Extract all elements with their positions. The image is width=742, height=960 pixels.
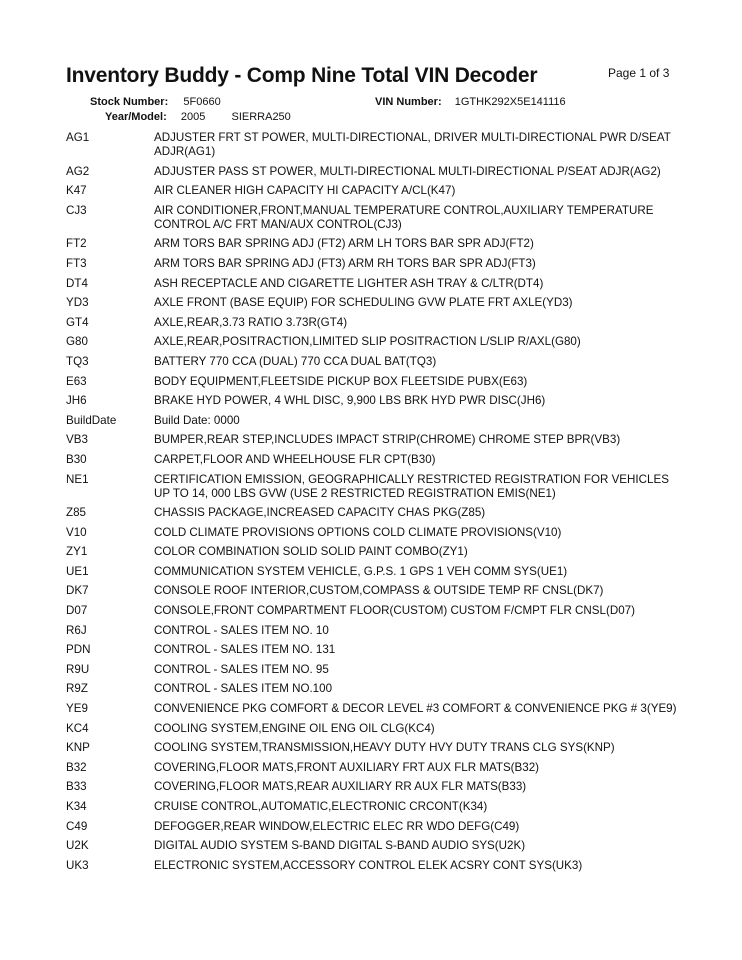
option-code: FT3	[66, 256, 87, 270]
option-code: D07	[66, 604, 88, 618]
option-row	[66, 204, 686, 232]
stock-number-value: 5F0660	[183, 96, 221, 108]
option-description: AIR CONDITIONER,FRONT,MANUAL TEMPERATURE CONTROL,AUXILIARY TEMPERATURE CONTROL A/C FRT MAN/AUX CONTROL(CJ3)	[154, 203, 654, 231]
option-description: COLD CLIMATE PROVISIONS OPTIONS COLD CLIMATE PROVISIONS(V10)	[154, 525, 562, 539]
option-description: AXLE,REAR,POSITRACTION,LIMITED SLIP POSITRACTION L/SLIP R/AXL(G80)	[154, 335, 581, 349]
option-code: YE9	[66, 702, 88, 716]
option-row	[66, 780, 686, 794]
option-row	[66, 394, 686, 408]
option-code: B30	[66, 452, 87, 466]
option-description: CERTIFICATION EMISSION, GEOGRAPHICALLY RESTRICTED REGISTRATION FOR VEHICLES UP TO 14, 000 LBS GVW (USE 2 RESTRICTED REGISTRATION EMIS(NE1)	[154, 472, 669, 500]
option-description: COVERING,FLOOR MATS,FRONT AUXILIARY FRT AUX FLR MATS(B32)	[154, 760, 540, 774]
option-description: COOLING SYSTEM,ENGINE OIL ENG OIL CLG(KC4)	[154, 721, 435, 735]
option-code: TQ3	[66, 354, 89, 368]
option-code: G80	[66, 335, 88, 349]
option-description: COVERING,FLOOR MATS,REAR AUXILIARY RR AUX FLR MATS(B33)	[154, 780, 527, 794]
option-description: CRUISE CONTROL,AUTOMATIC,ELECTRONIC CRCONT(K34)	[154, 800, 488, 813]
option-code: UK3	[66, 858, 89, 872]
year-model-label: Year/Model:	[105, 111, 167, 123]
option-description: CONVENIENCE PKG COMFORT & DECOR LEVEL #3 COMFORT & CONVENIENCE PKG # 3(YE9)	[154, 702, 677, 716]
option-code: V10	[66, 525, 87, 539]
option-row	[66, 335, 686, 349]
option-description: CARPET,FLOOR AND WHEELHOUSE FLR CPT(B30)	[154, 452, 436, 466]
option-description: DEFOGGER,REAR WINDOW,ELECTRIC ELEC RR WDO DEFG(C49)	[154, 819, 520, 833]
option-code: VB3	[66, 433, 88, 447]
stock-number	[90, 96, 221, 108]
option-code: KNP	[66, 741, 90, 755]
option-row	[66, 859, 686, 873]
option-row	[66, 839, 686, 853]
option-code: FT2	[66, 237, 87, 251]
option-code: B32	[66, 760, 87, 774]
option-row	[66, 433, 686, 447]
option-description: ASH RECEPTACLE AND CIGARETTE LIGHTER ASH TRAY & C/LTR(DT4)	[154, 276, 544, 290]
option-row	[66, 296, 686, 310]
option-description: ADJUSTER PASS ST POWER, MULTI-DIRECTIONAL MULTI-DIRECTIONAL P/SEAT ADJR(AG2)	[154, 164, 661, 178]
year-value: 2005	[180, 111, 206, 123]
option-row	[66, 375, 686, 389]
option-row	[66, 722, 686, 736]
option-row	[66, 545, 686, 559]
option-row	[66, 624, 686, 638]
option-row	[66, 355, 686, 369]
option-row	[66, 702, 686, 716]
option-row	[66, 741, 686, 755]
option-row	[66, 131, 686, 159]
vin-number-value: 1GTHK292X5E141116	[454, 96, 566, 108]
option-code: NE1	[66, 472, 89, 486]
option-code: R6J	[66, 623, 87, 637]
option-description: COMMUNICATION SYSTEM VEHICLE, G.P.S. 1 GPS 1 VEH COMM SYS(UE1)	[154, 564, 568, 578]
option-code: YD3	[66, 296, 89, 310]
option-row	[66, 277, 686, 291]
option-row	[66, 682, 686, 696]
option-description: AXLE,REAR,3.73 RATIO 3.73R(GT4)	[154, 315, 348, 329]
option-code: ZY1	[66, 545, 88, 559]
option-row	[66, 237, 686, 251]
option-description: CHASSIS PACKAGE,INCREASED CAPACITY CHAS PKG(Z85)	[154, 506, 486, 520]
option-description: CONSOLE ROOF INTERIOR,CUSTOM,COMPASS & OUTSIDE TEMP RF CNSL(DK7)	[154, 584, 604, 598]
option-row	[66, 473, 686, 501]
model-value: SIERRA250	[231, 111, 291, 123]
option-row	[66, 453, 686, 467]
option-code: Z85	[66, 506, 86, 520]
option-row	[66, 506, 686, 520]
option-code: K34	[66, 800, 87, 813]
option-row	[66, 800, 686, 814]
option-code: AG1	[66, 131, 90, 144]
option-description: ARM TORS BAR SPRING ADJ (FT3) ARM RH TORS BAR SPR ADJ(FT3)	[154, 256, 536, 270]
option-code: BuildDate	[66, 413, 117, 427]
option-code: E63	[66, 374, 87, 388]
option-code: U2K	[66, 839, 89, 853]
option-description: DIGITAL AUDIO SYSTEM S-BAND DIGITAL S-BAND AUDIO SYS(U2K)	[154, 839, 526, 853]
vin-number	[375, 96, 566, 108]
option-description: AXLE FRONT (BASE EQUIP) FOR SCHEDULING GVW PLATE FRT AXLE(YD3)	[154, 296, 573, 310]
option-description: ELECTRONIC SYSTEM,ACCESSORY CONTROL ELEK ACSRY CONT SYS(UK3)	[154, 858, 583, 872]
option-row	[66, 604, 686, 618]
option-code: KC4	[66, 721, 89, 735]
page-number: Page 1 of 3	[608, 66, 670, 80]
option-code: JH6	[66, 394, 87, 408]
option-row	[66, 257, 686, 271]
option-description: COLOR COMBINATION SOLID SOLID PAINT COMBO(ZY1)	[154, 545, 468, 559]
option-row	[66, 565, 686, 579]
option-row	[66, 165, 686, 179]
option-row	[66, 316, 686, 330]
option-description: CONSOLE,FRONT COMPARTMENT FLOOR(CUSTOM) CUSTOM F/CMPT FLR CNSL(D07)	[154, 604, 635, 618]
vin-number-label: VIN Number:	[375, 96, 442, 108]
option-code: B33	[66, 780, 87, 794]
option-description: CONTROL - SALES ITEM NO.100	[154, 682, 333, 696]
option-row	[66, 663, 686, 677]
option-description: COOLING SYSTEM,TRANSMISSION,HEAVY DUTY HVY DUTY TRANS CLG SYS(KNP)	[154, 741, 615, 755]
option-row	[66, 184, 686, 198]
option-code-list	[66, 131, 686, 878]
option-description: BUMPER,REAR STEP,INCLUDES IMPACT STRIP(CHROME) CHROME STEP BPR(VB3)	[154, 433, 621, 447]
option-row	[66, 643, 686, 657]
option-description: BRAKE HYD POWER, 4 WHL DISC, 9,900 LBS BRK HYD PWR DISC(JH6)	[154, 394, 546, 408]
option-row	[66, 584, 686, 598]
option-description: ADJUSTER FRT ST POWER, MULTI-DIRECTIONAL, DRIVER MULTI-DIRECTIONAL PWR D/SEAT ADJR(AG1)	[154, 131, 671, 158]
option-row	[66, 820, 686, 834]
option-code: DT4	[66, 276, 88, 290]
option-description: CONTROL - SALES ITEM NO. 131	[154, 643, 336, 657]
year-model	[105, 111, 291, 123]
option-code: PDN	[66, 643, 91, 657]
option-code: AG2	[66, 164, 90, 178]
option-description: BATTERY 770 CCA (DUAL) 770 CCA DUAL BAT(TQ3)	[154, 354, 437, 368]
option-row	[66, 761, 686, 775]
option-code: C49	[66, 819, 88, 833]
option-description: ARM TORS BAR SPRING ADJ (FT2) ARM LH TORS BAR SPR ADJ(FT2)	[154, 237, 534, 251]
option-code: R9Z	[66, 682, 88, 696]
option-code: UE1	[66, 564, 89, 578]
option-description: AIR CLEANER HIGH CAPACITY HI CAPACITY A/CL(K47)	[154, 184, 456, 198]
option-row	[66, 414, 686, 428]
option-code: GT4	[66, 315, 89, 329]
option-description: CONTROL - SALES ITEM NO. 95	[154, 662, 329, 676]
document-title: Inventory Buddy - Comp Nine Total VIN Decoder	[66, 64, 538, 87]
option-row	[66, 526, 686, 540]
option-code: DK7	[66, 584, 89, 598]
stock-number-label: Stock Number:	[90, 96, 169, 108]
option-description: Build Date: 0000	[154, 413, 240, 427]
option-code: CJ3	[66, 203, 87, 217]
option-description: BODY EQUIPMENT,FLEETSIDE PICKUP BOX FLEETSIDE PUBX(E63)	[154, 374, 528, 388]
option-code: R9U	[66, 662, 90, 676]
option-description: CONTROL - SALES ITEM NO. 10	[154, 623, 329, 637]
option-code: K47	[66, 184, 87, 198]
